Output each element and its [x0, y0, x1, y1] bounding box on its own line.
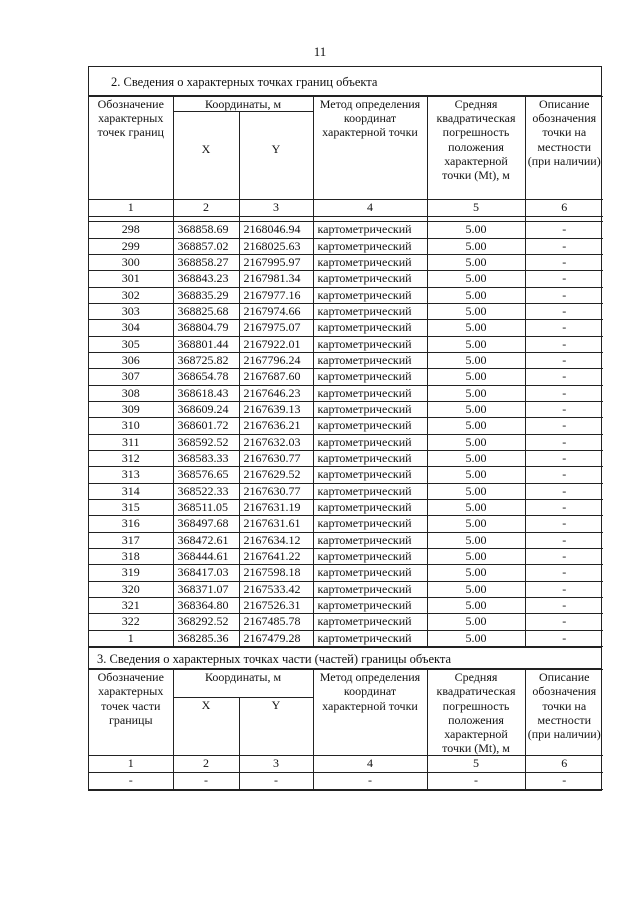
table-cell: 5.00: [427, 467, 525, 483]
table-row: [89, 581, 603, 597]
table-row: [89, 467, 603, 483]
table-cell: картометрический: [313, 238, 427, 254]
table-cell: 319: [89, 565, 173, 581]
section2-title: 2. Сведения о характерных точках границ объекта: [89, 67, 601, 96]
table-cell: -: [525, 516, 603, 532]
col-number: 5: [427, 200, 525, 217]
table-cell: 2168046.94: [239, 222, 313, 238]
table-cell: 368417.03: [173, 565, 239, 581]
table-cell: 368364.80: [173, 598, 239, 614]
section2-body: [89, 222, 603, 647]
table-cell: 5.00: [427, 483, 525, 499]
table-cell: -: [525, 467, 603, 483]
table-cell: -: [89, 773, 173, 789]
table-cell: 307: [89, 369, 173, 385]
header-x: X: [173, 698, 239, 756]
table-cell: 2167630.77: [239, 483, 313, 499]
table-cell: 2167977.16: [239, 287, 313, 303]
table-cell: 5.00: [427, 516, 525, 532]
table-cell: 2167974.66: [239, 303, 313, 319]
table-cell: картометрический: [313, 336, 427, 352]
table-cell: -: [525, 549, 603, 565]
table-cell: 298: [89, 222, 173, 238]
table-cell: 2167639.13: [239, 401, 313, 417]
table-cell: 368371.07: [173, 581, 239, 597]
table-cell: картометрический: [313, 549, 427, 565]
table-cell: -: [427, 773, 525, 789]
table-cell: -: [525, 500, 603, 516]
table-cell: 368472.61: [173, 532, 239, 548]
col-number: 6: [525, 200, 603, 217]
table-cell: 5.00: [427, 287, 525, 303]
table-cell: 368801.44: [173, 336, 239, 352]
header-description: Описание обозначения точки на местности (при наличии): [525, 670, 603, 756]
table-cell: картометрический: [313, 287, 427, 303]
table-cell: картометрический: [313, 352, 427, 368]
table-cell: 320: [89, 581, 173, 597]
table-cell: 2167630.77: [239, 451, 313, 467]
col-number: 3: [239, 200, 313, 217]
table-row: [89, 401, 603, 417]
table-cell: 368858.27: [173, 254, 239, 270]
table-cell: 322: [89, 614, 173, 630]
table-row: [89, 451, 603, 467]
table-cell: 5.00: [427, 369, 525, 385]
table-cell: 305: [89, 336, 173, 352]
table-cell: картометрический: [313, 401, 427, 417]
table-cell: 2167629.52: [239, 467, 313, 483]
table-cell: 5.00: [427, 271, 525, 287]
table-cell: -: [525, 565, 603, 581]
table-cell: 302: [89, 287, 173, 303]
col-number: 2: [173, 200, 239, 217]
table-row: [89, 614, 603, 630]
table-cell: -: [525, 614, 603, 630]
section3-body: [89, 773, 603, 789]
table-cell: 5.00: [427, 320, 525, 336]
col-number: 2: [173, 756, 239, 773]
table-cell: 5.00: [427, 238, 525, 254]
col-number: 4: [313, 756, 427, 773]
table-row: [89, 254, 603, 270]
table-cell: картометрический: [313, 516, 427, 532]
table-cell: 368511.05: [173, 500, 239, 516]
table-cell: картометрический: [313, 483, 427, 499]
table-row: [89, 369, 603, 385]
section3-header-row: [89, 670, 603, 698]
table-row: [89, 565, 603, 581]
table-cell: 2167687.60: [239, 369, 313, 385]
table-cell: картометрический: [313, 369, 427, 385]
table-cell: 5.00: [427, 254, 525, 270]
table-row: [89, 385, 603, 401]
table-row: [89, 336, 603, 352]
table-cell: картометрический: [313, 320, 427, 336]
table-cell: -: [239, 773, 313, 789]
table-cell: картометрический: [313, 451, 427, 467]
table-cell: 368654.78: [173, 369, 239, 385]
table-cell: -: [525, 369, 603, 385]
table-cell: -: [525, 303, 603, 319]
table-cell: 368292.52: [173, 614, 239, 630]
table-cell: -: [525, 336, 603, 352]
table-cell: 5.00: [427, 549, 525, 565]
table-cell: 368843.23: [173, 271, 239, 287]
table-cell: картометрический: [313, 385, 427, 401]
table-cell: -: [525, 451, 603, 467]
table-cell: картометрический: [313, 581, 427, 597]
table-cell: -: [525, 630, 603, 646]
table-cell: 5.00: [427, 630, 525, 646]
section3-column-numbers: [89, 756, 603, 773]
page-number: 11: [313, 44, 327, 59]
table-cell: 5.00: [427, 451, 525, 467]
table-cell: 2167598.18: [239, 565, 313, 581]
table-cell: 5.00: [427, 581, 525, 597]
table-cell: картометрический: [313, 614, 427, 630]
table-cell: 368858.69: [173, 222, 239, 238]
table-cell: -: [525, 401, 603, 417]
table-cell: -: [525, 434, 603, 450]
table-row: [89, 549, 603, 565]
header-method: Метод определения координат характерной точки: [313, 97, 427, 200]
table-cell: 2168025.63: [239, 238, 313, 254]
table-cell: -: [525, 418, 603, 434]
table-cell: 303: [89, 303, 173, 319]
header-y: Y: [239, 112, 313, 200]
table-cell: -: [525, 598, 603, 614]
table-cell: картометрический: [313, 254, 427, 270]
table-cell: картометрический: [313, 271, 427, 287]
table-cell: 5.00: [427, 532, 525, 548]
table-cell: -: [525, 238, 603, 254]
section2-column-numbers: [89, 200, 603, 217]
table-cell: 315: [89, 500, 173, 516]
table-cell: 321: [89, 598, 173, 614]
table-cell: 2167981.34: [239, 271, 313, 287]
header-designation: Обозначение характерных точек границ: [89, 97, 173, 200]
table-cell: 312: [89, 451, 173, 467]
table-cell: 2167636.21: [239, 418, 313, 434]
table-cell: 368576.65: [173, 467, 239, 483]
table-cell: 301: [89, 271, 173, 287]
table-cell: -: [525, 222, 603, 238]
table-cell: 299: [89, 238, 173, 254]
table-cell: картометрический: [313, 303, 427, 319]
col-number: 6: [525, 756, 603, 773]
table-cell: -: [525, 385, 603, 401]
table-row: [89, 222, 603, 238]
table-cell: 368857.02: [173, 238, 239, 254]
table-cell: 317: [89, 532, 173, 548]
table-cell: 1: [89, 630, 173, 646]
table-cell: 2167631.61: [239, 516, 313, 532]
table-cell: 5.00: [427, 598, 525, 614]
table-cell: 316: [89, 516, 173, 532]
col-number: 4: [313, 200, 427, 217]
table-cell: -: [525, 483, 603, 499]
section2-header-row: [89, 97, 603, 112]
section3-title: 3. Сведения о характерных точках части (частей) границы объекта: [89, 647, 601, 669]
table-row: [89, 483, 603, 499]
table-cell: -: [525, 532, 603, 548]
table-cell: 313: [89, 467, 173, 483]
table-cell: картометрический: [313, 630, 427, 646]
section3-table: [89, 669, 603, 790]
table-cell: 368725.82: [173, 352, 239, 368]
table-cell: 368804.79: [173, 320, 239, 336]
table-cell: картометрический: [313, 565, 427, 581]
document-frame: [88, 66, 602, 791]
table-cell: -: [525, 773, 603, 789]
table-cell: 2167641.22: [239, 549, 313, 565]
table-row: [89, 320, 603, 336]
table-cell: 5.00: [427, 385, 525, 401]
table-row: [89, 532, 603, 548]
table-row: [89, 303, 603, 319]
table-cell: 368601.72: [173, 418, 239, 434]
table-cell: картометрический: [313, 467, 427, 483]
table-cell: -: [173, 773, 239, 789]
table-cell: 5.00: [427, 401, 525, 417]
table-cell: 304: [89, 320, 173, 336]
table-cell: 318: [89, 549, 173, 565]
table-row: [89, 630, 603, 646]
table-cell: 368522.33: [173, 483, 239, 499]
table-cell: картометрический: [313, 418, 427, 434]
table-cell: 314: [89, 483, 173, 499]
table-cell: 5.00: [427, 500, 525, 516]
table-cell: 368444.61: [173, 549, 239, 565]
table-cell: -: [525, 320, 603, 336]
table-cell: 2167796.24: [239, 352, 313, 368]
table-cell: 368825.68: [173, 303, 239, 319]
header-designation: Обозначение характерных точек части границы: [89, 670, 173, 756]
col-number: 5: [427, 756, 525, 773]
table-cell: 5.00: [427, 434, 525, 450]
table-cell: 309: [89, 401, 173, 417]
table-cell: картометрический: [313, 222, 427, 238]
table-cell: 310: [89, 418, 173, 434]
table-cell: 5.00: [427, 222, 525, 238]
table-row: [89, 238, 603, 254]
table-row: [89, 271, 603, 287]
col-number: 3: [239, 756, 313, 773]
table-row: [89, 434, 603, 450]
col-number: 1: [89, 756, 173, 773]
table-cell: картометрический: [313, 434, 427, 450]
table-cell: 368609.24: [173, 401, 239, 417]
table-cell: 2167631.19: [239, 500, 313, 516]
header-y: Y: [239, 698, 313, 756]
table-row: [89, 516, 603, 532]
header-x: X: [173, 112, 239, 200]
table-cell: 5.00: [427, 352, 525, 368]
table-cell: 5.00: [427, 303, 525, 319]
table-row: [89, 352, 603, 368]
table-row: [89, 287, 603, 303]
header-coordinates: Координаты, м: [173, 670, 313, 698]
table-cell: 368497.68: [173, 516, 239, 532]
table-cell: 2167995.97: [239, 254, 313, 270]
table-cell: 2167526.31: [239, 598, 313, 614]
table-cell: 368583.33: [173, 451, 239, 467]
table-cell: 308: [89, 385, 173, 401]
table-cell: картометрический: [313, 532, 427, 548]
table-cell: 5.00: [427, 418, 525, 434]
table-cell: -: [525, 254, 603, 270]
table-cell: картометрический: [313, 500, 427, 516]
table-cell: 5.00: [427, 565, 525, 581]
table-cell: 306: [89, 352, 173, 368]
table-row: [89, 773, 603, 789]
table-cell: 2167922.01: [239, 336, 313, 352]
header-error: Средняя квадратическая погрешность положения характерной точки (Mt), м: [427, 670, 525, 756]
col-number: 1: [89, 200, 173, 217]
table-cell: 5.00: [427, 614, 525, 630]
table-row: [89, 500, 603, 516]
table-cell: 311: [89, 434, 173, 450]
section2-table: [89, 96, 603, 647]
table-cell: 2167634.12: [239, 532, 313, 548]
table-cell: 2167632.03: [239, 434, 313, 450]
table-cell: -: [313, 773, 427, 789]
table-cell: 2167646.23: [239, 385, 313, 401]
table-cell: -: [525, 271, 603, 287]
header-method: Метод определения координат характерной точки: [313, 670, 427, 756]
table-row: [89, 418, 603, 434]
table-cell: 2167533.42: [239, 581, 313, 597]
table-cell: 368618.43: [173, 385, 239, 401]
table-cell: -: [525, 352, 603, 368]
table-cell: 2167485.78: [239, 614, 313, 630]
table-cell: 368592.52: [173, 434, 239, 450]
table-cell: картометрический: [313, 598, 427, 614]
table-row: [89, 598, 603, 614]
table-cell: -: [525, 581, 603, 597]
table-cell: 300: [89, 254, 173, 270]
table-cell: 2167975.07: [239, 320, 313, 336]
table-cell: 368835.29: [173, 287, 239, 303]
header-coordinates: Координаты, м: [173, 97, 313, 112]
header-description: Описание обозначения точки на местности (при наличии): [525, 97, 603, 200]
table-cell: 5.00: [427, 336, 525, 352]
table-cell: 2167479.28: [239, 630, 313, 646]
table-cell: 368285.36: [173, 630, 239, 646]
header-error: Средняя квадратическая погрешность положения характерной точки (Mt), м: [427, 97, 525, 200]
table-cell: -: [525, 287, 603, 303]
